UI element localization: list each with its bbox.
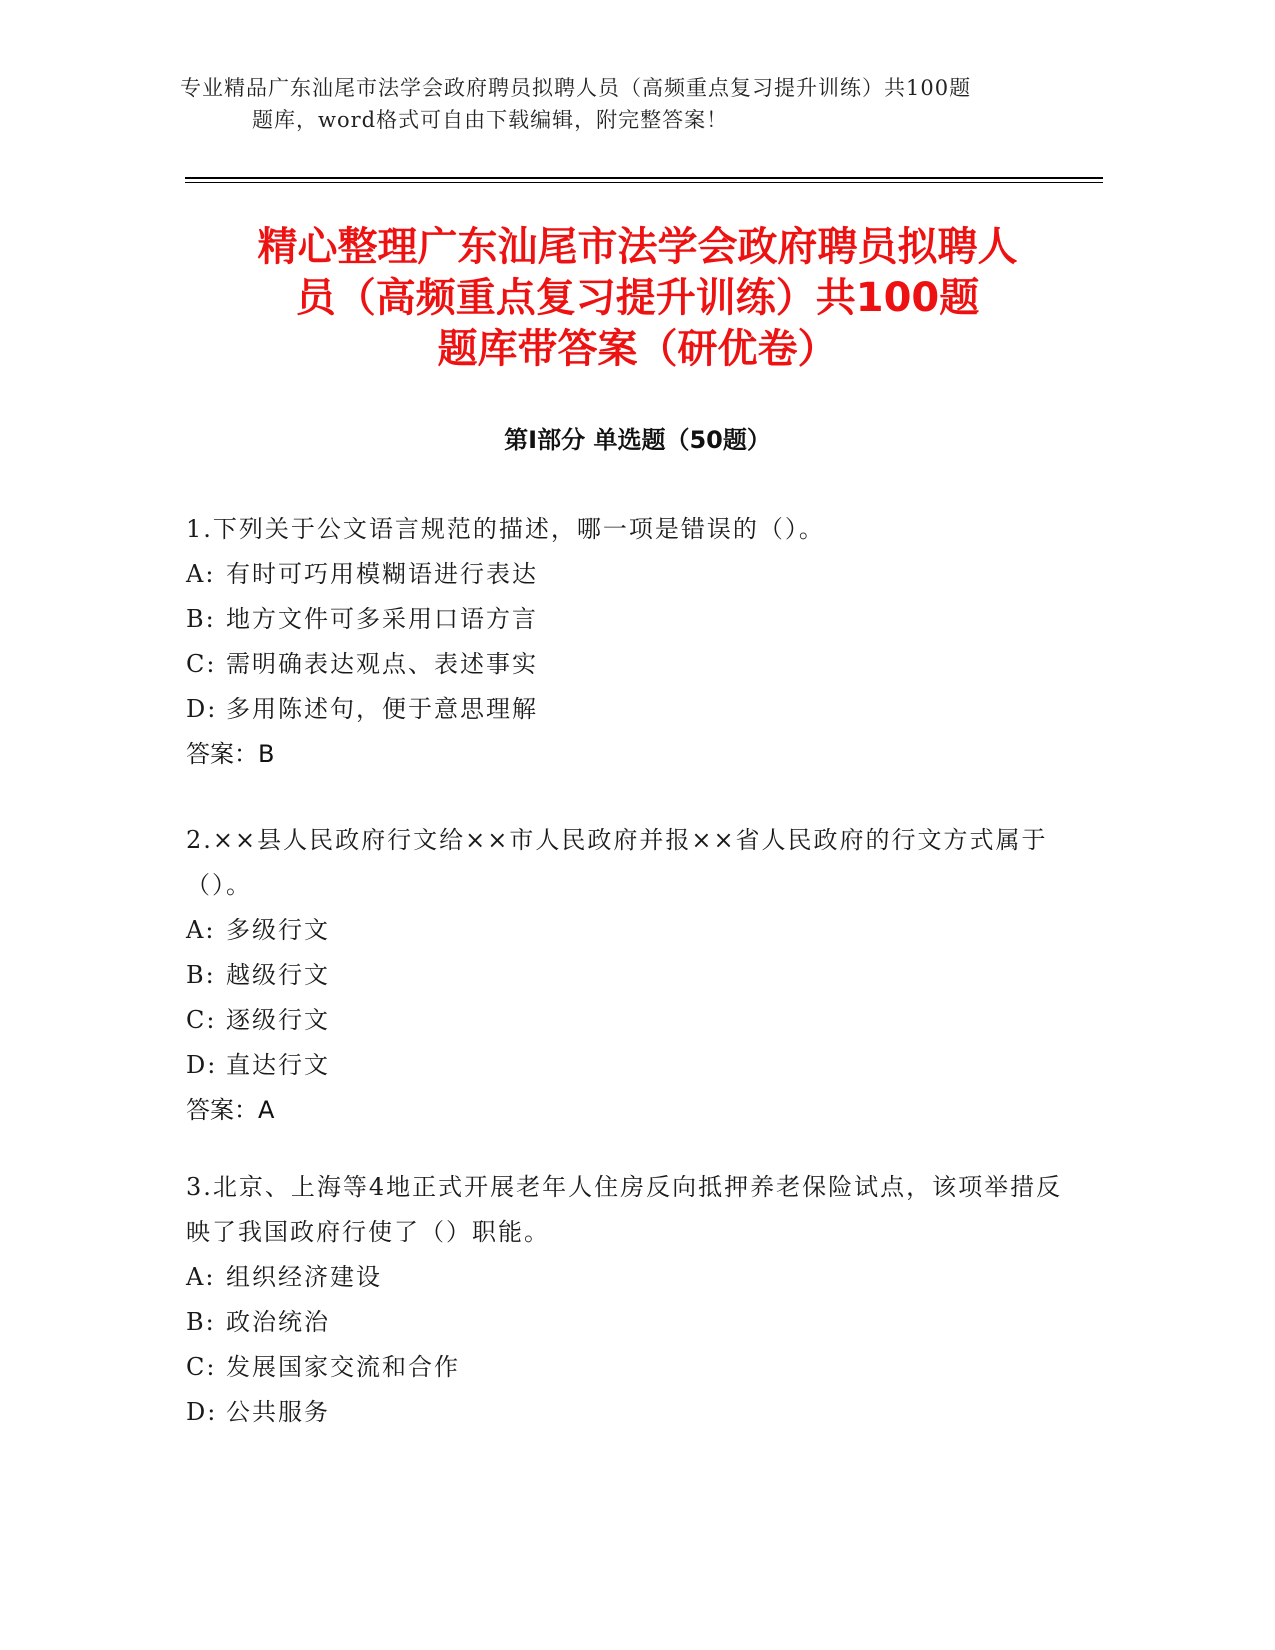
answer-label: 答案：B (186, 740, 275, 768)
title-line3: 题库带答案（研优卷） (437, 326, 838, 372)
option-b (186, 597, 1066, 642)
title-line1: 精心整理广东汕尾市法学会政府聘员拟聘人 (257, 224, 1018, 270)
answer-label: 答案：A (186, 1096, 275, 1124)
option-letter: B: (186, 605, 216, 633)
option-a (186, 908, 1066, 953)
header-note-line2: 题库，word格式可自由下载编辑，附完整答案！ (252, 108, 729, 132)
document-title (180, 222, 1095, 375)
title-line2: 员（高频重点复习提升训练）共100题 (295, 275, 980, 321)
option-letter: A: (186, 1263, 216, 1291)
option-d (186, 1043, 1066, 1088)
option-letter: C: (186, 1353, 217, 1381)
header-divider-thin (185, 182, 1103, 183)
option-letter: A: (186, 916, 216, 944)
question-stem: 3.北京、上海等4地正式开展老年人住房反向抵押养老保险试点，该项举措反映了我国政府行使了（）职能。 (186, 1173, 1063, 1246)
option-a (186, 1255, 1066, 1300)
option-text: 越级行文 (226, 961, 330, 989)
option-text: 发展国家交流和合作 (226, 1353, 460, 1381)
option-letter: D: (186, 695, 218, 723)
option-text: 政治统治 (226, 1308, 330, 1336)
option-text: 多用陈述句，便于意思理解 (226, 695, 538, 723)
header-note (180, 72, 1080, 136)
option-letter: C: (186, 1006, 217, 1034)
option-b (186, 953, 1066, 998)
option-letter: B: (186, 1308, 216, 1336)
option-c (186, 998, 1066, 1043)
option-text: 有时可巧用模糊语进行表达 (226, 560, 538, 588)
option-letter: C: (186, 650, 217, 678)
option-d (186, 1390, 1066, 1435)
option-text: 地方文件可多采用口语方言 (226, 605, 538, 633)
option-c (186, 642, 1066, 687)
option-a (186, 552, 1066, 597)
option-letter: D: (186, 1051, 218, 1079)
option-d (186, 687, 1066, 732)
option-text: 需明确表达观点、表述事实 (226, 650, 538, 678)
option-letter: A: (186, 560, 216, 588)
header-divider-thick (185, 177, 1103, 179)
option-text: 直达行文 (226, 1051, 330, 1079)
question-1 (186, 507, 1066, 777)
option-b (186, 1300, 1066, 1345)
option-letter: B: (186, 961, 216, 989)
question-3 (186, 1165, 1066, 1435)
option-c (186, 1345, 1066, 1390)
option-letter: D: (186, 1398, 218, 1426)
question-stem: 1.下列关于公文语言规范的描述，哪一项是错误的（）。 (186, 515, 825, 543)
header-note-line1: 专业精品广东汕尾市法学会政府聘员拟聘人员（高频重点复习提升训练）共100题 (180, 76, 972, 100)
option-text: 公共服务 (226, 1398, 330, 1426)
question-2 (186, 818, 1066, 1133)
option-text: 多级行文 (226, 916, 330, 944)
option-text: 逐级行文 (226, 1006, 330, 1034)
option-text: 组织经济建设 (226, 1263, 382, 1291)
section-title: 第Ⅰ部分 单选题（50题） (504, 426, 771, 454)
question-stem: 2.××县人民政府行文给××市人民政府并报××省人民政府的行文方式属于（）。 (186, 826, 1048, 899)
